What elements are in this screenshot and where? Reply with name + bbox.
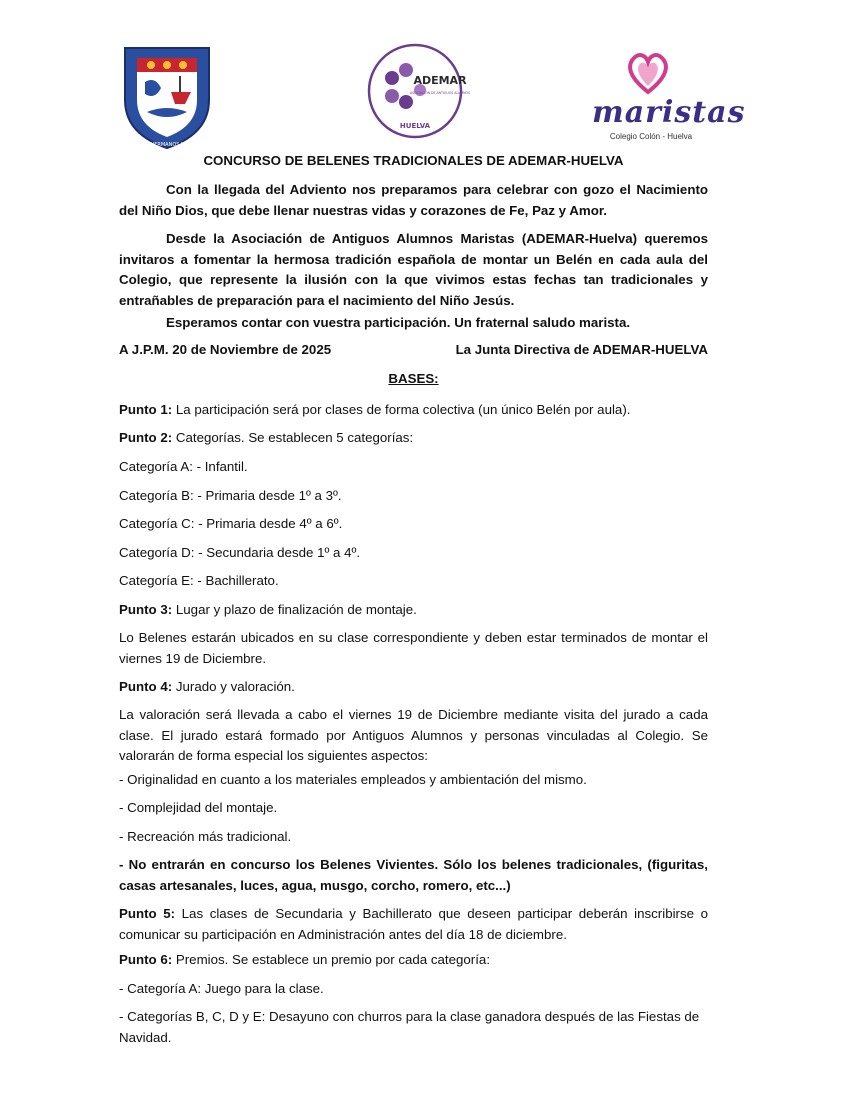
punto-3-label: Punto 3: xyxy=(119,602,173,617)
punto-5 xyxy=(119,904,708,945)
ademar-subtitle: ASOCIACIÓN DE ANTIGUOS ALUMNOS xyxy=(409,91,471,95)
punto-4 xyxy=(119,677,708,698)
punto-6-text: Premios. Se establece un premio por cada categoría: xyxy=(172,952,491,967)
prize-item: - Categorías B, C, D y E: Desayuno con churros para la clase ganadora después de las Fiestas de Navidad. xyxy=(119,1009,700,1045)
heart-icon xyxy=(624,46,672,98)
aspect-item: - Recreación más tradicional. xyxy=(119,829,292,844)
category-item: Categoría C: - Primaria desde 4º a 6º. xyxy=(119,516,343,531)
intro-paragraph-1: Con la llegada del Adviento nos preparamos para celebrar con gozo el Nacimiento del Niño Dios, que debe llenar nuestras vidas y corazones de Fe, Paz y Amor. xyxy=(119,182,708,218)
prize-item: - Categoría A: Juego para la clase. xyxy=(119,981,324,996)
punto-3-body: Lo Belenes estarán ubicados en su clase correspondiente y deben estar terminados de montar el viernes 19 de Diciembre. xyxy=(119,630,708,666)
category-item: Categoría E: - Bachillerato. xyxy=(119,573,279,588)
shield-icon xyxy=(103,42,231,152)
punto-4-label: Punto 4: xyxy=(119,679,173,694)
signature-row xyxy=(119,342,708,357)
category-item: Categoría D: - Secundaria desde 1º a 4º. xyxy=(119,545,361,560)
maristas-subtitle: Colegio Colón - Huelva xyxy=(609,132,693,141)
punto-4-body: La valoración será llevada a cabo el viernes 19 de Diciembre mediante visita del jurado a cada clase. El jurado estará formado por Antiguos Alumnos y personas vinculadas al Colegio. Se valorarán de forma especial los siguientes aspectos: xyxy=(119,707,708,763)
signature-date: A J.P.M. 20 de Noviembre de 2025 xyxy=(119,342,332,357)
punto-2-label: Punto 2: xyxy=(119,430,173,445)
category-item: Categoría B: - Primaria desde 1º a 3º. xyxy=(119,488,342,503)
punto-1-label: Punto 1: xyxy=(119,402,173,417)
punto-6-label: Punto 6: xyxy=(119,952,173,967)
punto-4-text: Jurado y valoración. xyxy=(172,679,295,694)
punto-2 xyxy=(119,428,708,449)
punto-6 xyxy=(119,950,708,971)
aspect-item: - Originalidad en cuanto a los materiales empleados y ambientación del mismo. xyxy=(119,772,587,787)
intro-paragraph-2: Desde la Asociación de Antiguos Alumnos Maristas (ADEMAR-Huelva) queremos invitaros a fomentar la hermosa tradición española de montar un Belén en cada aula del Colegio, que represente la ilusión con la que vivimos estas fechas tan tradicionales y entrañables de preparación para el nacimiento del Niño Jesús. xyxy=(119,231,708,308)
punto-5-label: Punto 5: xyxy=(119,906,176,921)
ademar-circle-icon xyxy=(366,42,471,140)
exclusion-note: - No entrarán en concurso los Belenes Vivientes. Sólo los belenes tradicionales, (figuritas, casas artesanales, luces, agua, musgo, corcho, romero, etc...) xyxy=(119,857,708,893)
intro-paragraph-3: Esperamos contar con vuestra participación. Un fraternal saludo marista. xyxy=(166,315,631,330)
ademar-city: HUELVA xyxy=(399,122,431,130)
category-item: Categoría A: - Infantil. xyxy=(119,459,248,474)
punto-3-text: Lugar y plazo de finalización de montaje. xyxy=(172,602,417,617)
punto-3 xyxy=(119,600,708,621)
ademar-name: ADEMAR xyxy=(413,74,467,87)
punto-5-text: Las clases de Secundaria y Bachillerato que deseen participar deberán inscribirse o comunicar su participación en Administración antes del día 18 de diciembre. xyxy=(119,906,708,942)
ademar-logo xyxy=(366,42,471,140)
maristas-logo xyxy=(592,46,746,144)
school-shield-logo xyxy=(103,42,231,152)
maristas-wordmark: maristas xyxy=(592,95,746,130)
signature-signer: La Junta Directiva de ADEMAR-HUELVA xyxy=(455,342,708,357)
punto-1-text: La participación será por clases de forma colectiva (un único Belén por aula). xyxy=(172,402,631,417)
shield-motto: COLEGIO COLÓN · HERMANOS MARISTAS · HUELVA xyxy=(103,142,231,148)
punto-1 xyxy=(119,400,708,421)
document-title: CONCURSO DE BELENES TRADICIONALES DE ADEMAR-HUELVA xyxy=(203,153,624,168)
punto-2-text: Categorías. Se establecen 5 categorías: xyxy=(172,430,414,445)
aspect-item: - Complejidad del montaje. xyxy=(119,800,278,815)
bases-heading: BASES: xyxy=(388,371,439,386)
